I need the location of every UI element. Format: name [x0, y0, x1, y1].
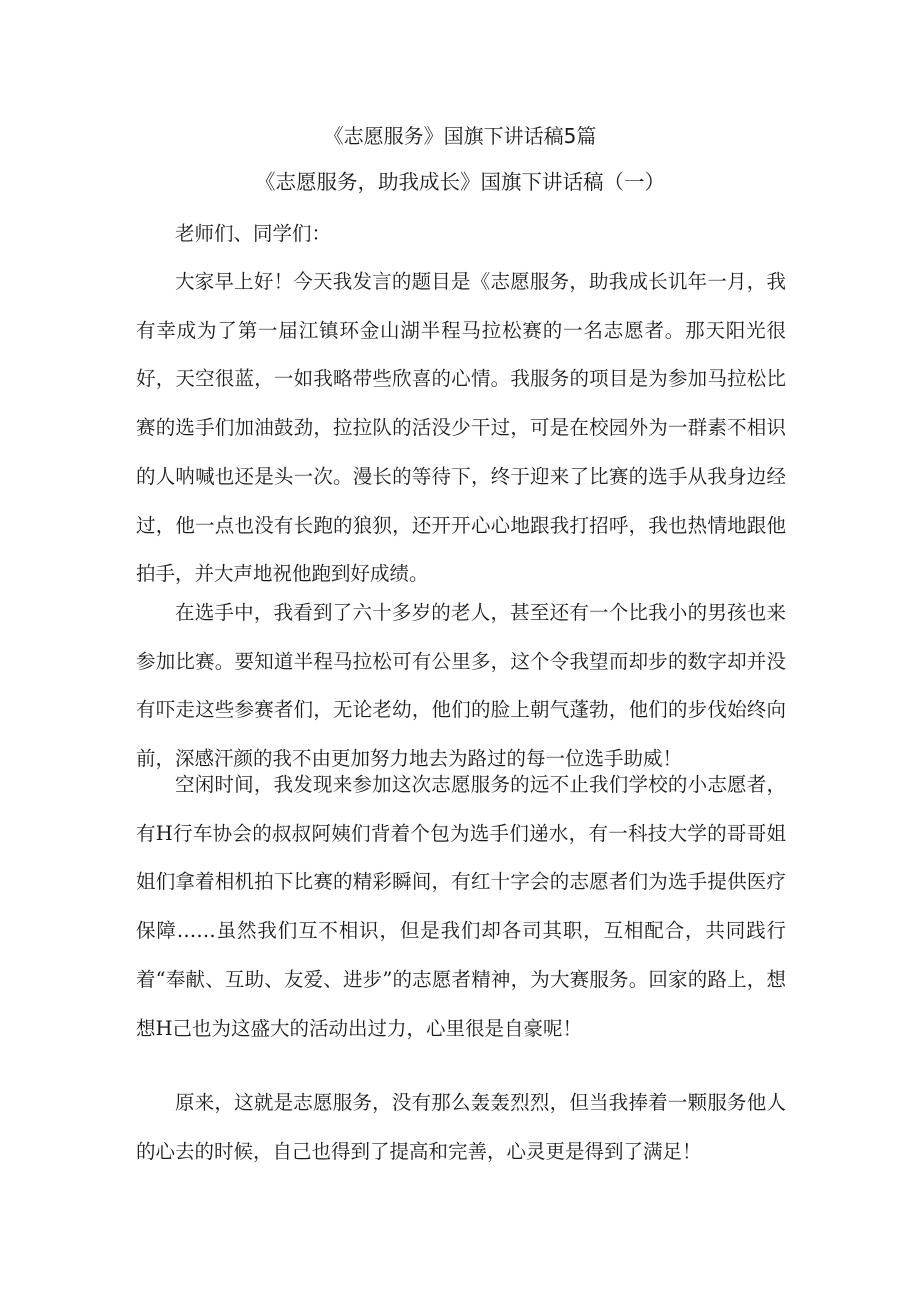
paragraph-1	[136, 258, 786, 599]
paragraph-text: 原来，这就是志愿服务，没有那么轰轰烈烈，但当我捧着一颗服务他人的心去的时候，自己也得到了提高和完善，心灵更是得到了满足！	[136, 1091, 786, 1163]
paragraph-text: 大家早上好！今天我发言的题目是《志愿服务，助我成长讥年一月，我有幸成为了第一届江镇环金山湖半程马拉松赛的一名志愿者。那天阳光很好，天空很蓝，一如我略带些欣喜的心情。我服务的项目是为参加马拉松比赛的选手们加油鼓劲，拉拉队的活没少干过，可是在校园外为一群素不相识的人呐喊也还是头一次。漫长的等待下，终于迎来了比赛的选手从我身边经过，他一点也没有长跑的狼狈，还开开心心地跟我打招呼，我也热情地跟他拍手，并大声地祝他跑到好成绩。	[136, 270, 786, 586]
paragraph-text: 在选手中，我看到了六十多岁的老人，甚至还有一个比我小的男孩也来参加比赛。要知道半程马拉松可有公里多，这个令我望而却步的数字却并没有吓走这些参赛者们，无论老幼，他们的脸上朝气蓬勃，他们的步伐始终向前，深感汗颜的我不由更加努力地去为路过的每一位选手助威！	[136, 601, 786, 771]
greeting-line	[136, 210, 786, 259]
paragraph-4	[136, 1079, 786, 1176]
document-title: 《志愿服务》国旗下讲话稿5篇	[323, 124, 597, 148]
paragraph-text: 空闲时间，我发现来参加这次志愿服务的远不止我们学校的小志愿者，有H行车协会的叔叔阿姨们背着个包为选手们递水，有一科技大学的哥哥姐姐们拿着相机拍下比赛的精彩瞬间，有红十字会的志愿者们为选手提供医疗保障……虽然我们互不相识，但是我们却各司其职，互相配合，共同践行着“奉献、互助、友爱、进步”的志愿者精神，为大赛服务。回家的路上，想想H己也为这盛大的活动出过力，心里很是自豪呢！	[136, 773, 786, 1040]
paragraph-3	[136, 761, 786, 1053]
paragraph-2	[136, 589, 786, 784]
document-subtitle: 《志愿服务，助我成长》国旗下讲话稿（一）	[255, 170, 665, 194]
greeting-text: 老师们、同学们：	[175, 222, 332, 245]
